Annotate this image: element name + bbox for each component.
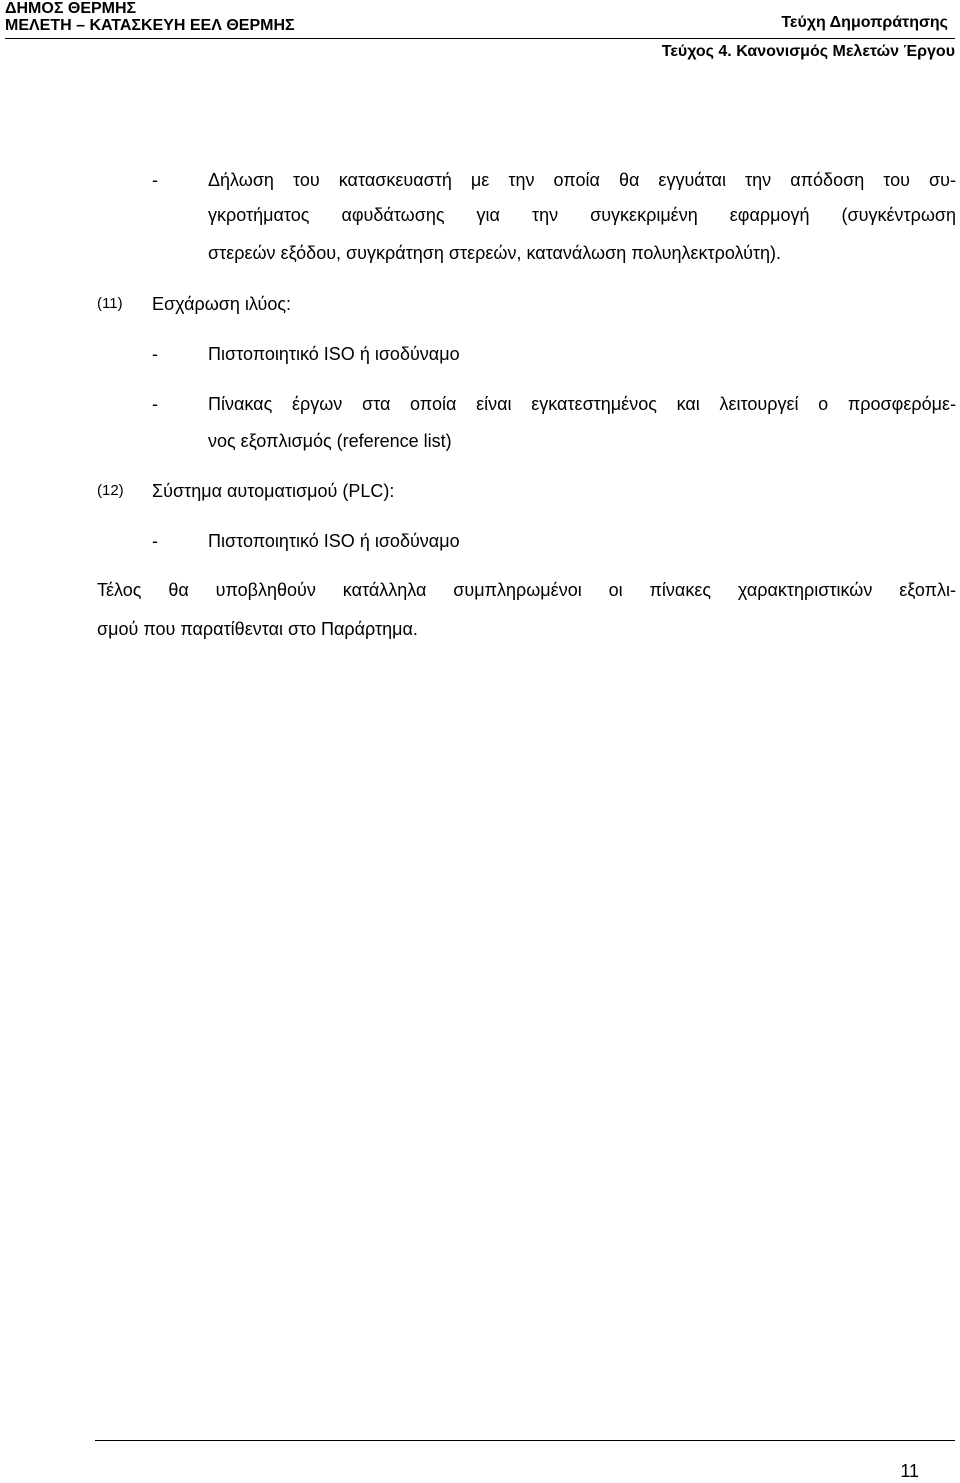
paragraph-line: στερεών εξόδου, συγκράτηση στερεών, κατανάλωση πολυηλεκτρολύτη). (208, 243, 782, 263)
bullet-dash: - (152, 394, 158, 414)
section-title: Εσχάρωση ιλύος: (152, 294, 291, 314)
header-volume-set: Τεύχη Δημοπράτησης (781, 14, 948, 31)
closing-paragraph-line: σμού που παρατίθενται στο Παράρτημα. (97, 619, 418, 639)
section-number: (12) (97, 482, 124, 499)
header-volume-title: Τεύχος 4. Κανονισμός Μελετών Έργου (661, 43, 955, 60)
list-item: Πίνακας έργων στα οποία είναι εγκατεστημένος και λειτουργεί ο προσφερόμε- (208, 394, 956, 414)
footer-divider (95, 1440, 955, 1441)
header-municipality: ΔΗΜΟΣ ΘΕΡΜΗΣ (5, 0, 137, 17)
bullet-dash: - (152, 531, 158, 551)
list-item-continuation: νος εξοπλισμός (reference list) (208, 431, 452, 451)
paragraph-line: γκροτήματος αφυδάτωσης για την συγκεκριμένη εφαρμογή (συγκέντρωση (208, 205, 956, 225)
header-project-title: ΜΕΛΕΤΗ – ΚΑΤΑΣΚΕΥΗ ΕΕΛ ΘΕΡΜΗΣ (5, 17, 295, 34)
list-item: Πιστοποιητικό ISO ή ισοδύναμο (208, 531, 460, 551)
section-title: Σύστημα αυτοματισμού (PLC): (152, 481, 395, 501)
list-item: Πιστοποιητικό ISO ή ισοδύναμο (208, 344, 460, 364)
bullet-dash: - (152, 170, 158, 190)
closing-paragraph-line: Τέλος θα υποβληθούν κατάλληλα συμπληρωμένοι οι πίνακες χαρακτηριστικών εξοπλι- (97, 580, 956, 600)
section-number: (11) (97, 295, 123, 312)
paragraph-line: Δήλωση του κατασκευαστή με την οποία θα εγγυάται την απόδοση του συ- (208, 170, 956, 190)
page-number: 11 (900, 1461, 919, 1481)
header-divider (5, 38, 955, 39)
bullet-dash: - (152, 344, 158, 364)
